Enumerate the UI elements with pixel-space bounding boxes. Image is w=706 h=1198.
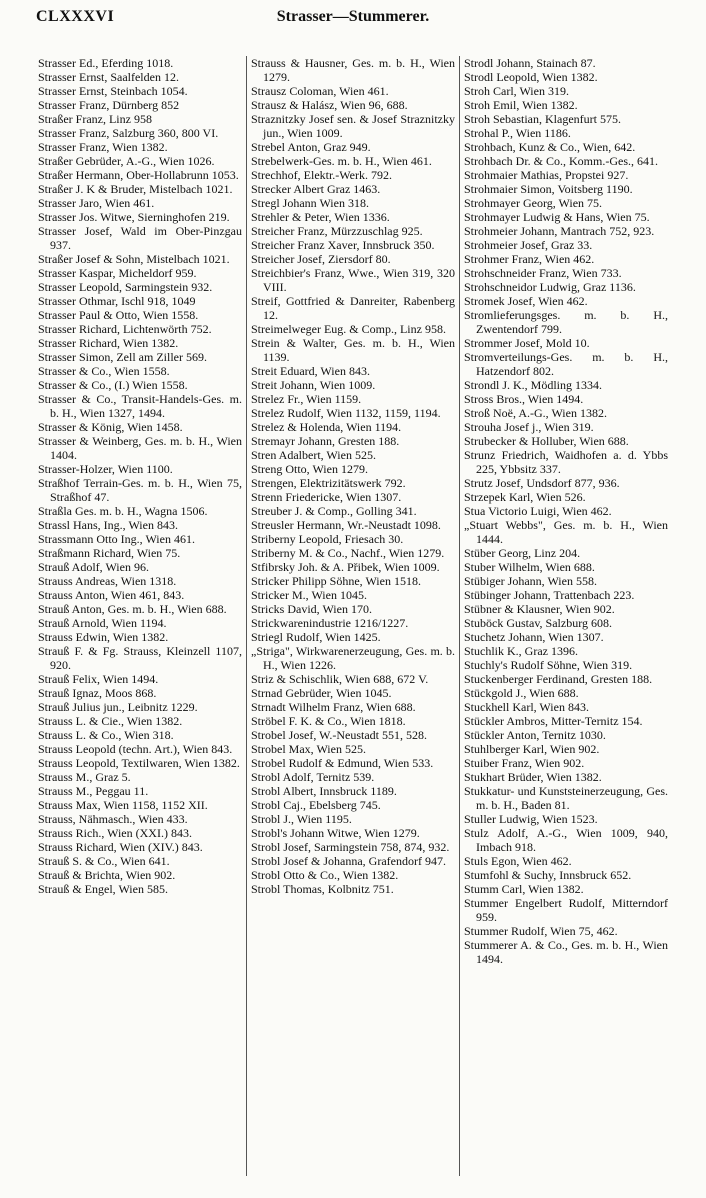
directory-entry: Stuckhell Karl, Wien 843. [464, 700, 589, 714]
directory-entry: Stromverteilungs-Ges. m. b. H., Hatzendorf 802. [464, 350, 668, 378]
directory-entry: Strauß Ignaz, Moos 868. [38, 686, 157, 700]
column-divider [246, 56, 247, 1176]
directory-entry: Strobel Rudolf & Edmund, Wien 533. [251, 756, 434, 770]
directory-entry: Stfibrsky Joh. & A. Přibek, Wien 1009. [251, 560, 440, 574]
directory-entry: Stuiber Franz, Wien 902. [464, 756, 585, 770]
directory-column-3 [464, 56, 668, 966]
directory-entry: Strasser Franz, Salzburg 360, 800 VI. [38, 126, 219, 140]
directory-entry: Stuböck Gustav, Salzburg 608. [464, 616, 612, 630]
directory-entry: Stuchlik K., Graz 1396. [464, 644, 578, 658]
directory-entry: Stückgold J., Wien 688. [464, 686, 579, 700]
directory-entry: Strobl Josef & Johanna, Grafendorf 947. [251, 854, 446, 868]
directory-entry: Striegl Rudolf, Wien 1425. [251, 630, 381, 644]
directory-entry: Straßla Ges. m. b. H., Wagna 1506. [38, 504, 208, 518]
directory-entry: Strelez Fr., Wien 1159. [251, 392, 362, 406]
directory-entry: Strutz Josef, Undsdorf 877, 936. [464, 476, 620, 490]
directory-entry: Strebelwerk-Ges. m. b. H., Wien 461. [251, 154, 432, 168]
directory-entry: Streuber J. & Comp., Golling 341. [251, 504, 417, 518]
directory-entry: Striberny M. & Co., Nachf., Wien 1279. [251, 546, 445, 560]
directory-entry: Strommer Josef, Mold 10. [464, 336, 590, 350]
directory-entry: Strouha Josef j., Wien 319. [464, 420, 594, 434]
directory-entry: Strohmayer Georg, Wien 75. [464, 196, 603, 210]
directory-entry: Strauss M., Graz 5. [38, 770, 131, 784]
directory-entry: Stumfohl & Suchy, Innsbruck 652. [464, 868, 632, 882]
directory-entry: Strauss L. & Cie., Wien 1382. [38, 714, 183, 728]
directory-entry: Strobel Max, Wien 525. [251, 742, 366, 756]
directory-entry: Straßhof Terrain-Ges. m. b. H., Wien 75, Straßhof 47. [38, 476, 242, 504]
directory-entry: Strohschneider Franz, Wien 733. [464, 266, 622, 280]
directory-entry: Stuhlberger Karl, Wien 902. [464, 742, 600, 756]
directory-entry: Stückler Anton, Ternitz 1030. [464, 728, 606, 742]
directory-entry: Strohbach Dr. & Co., Komm.-Ges., 641. [464, 154, 658, 168]
directory-entry: Strohschneidor Ludwig, Graz 1136. [464, 280, 636, 294]
page-title: Strasser—Stummerer. [276, 8, 430, 25]
directory-entry: Strasser Othmar, Ischl 918, 1049 [38, 294, 196, 308]
directory-entry: Strzepek Karl, Wien 526. [464, 490, 586, 504]
directory-entry: Streusler Hermann, Wr.-Neustadt 1098. [251, 518, 441, 532]
directory-entry: Strobl Thomas, Kolbnitz 751. [251, 882, 394, 896]
directory-entry: Strodl Leopold, Wien 1382. [464, 70, 598, 84]
directory-entry: Streimelweger Eug. & Comp., Linz 958. [251, 322, 446, 336]
directory-entry: Strasser Leopold, Sarmingstein 932. [38, 280, 213, 294]
directory-entry: Strauss Max, Wien 1158, 1152 XII. [38, 798, 208, 812]
directory-entry: Stroh Carl, Wien 319. [464, 84, 569, 98]
directory-entry: Strasser Richard, Lichtenwörth 752. [38, 322, 212, 336]
directory-entry: Strondl J. K., Mödling 1334. [464, 378, 603, 392]
directory-entry: Stuber Wilhelm, Wien 688. [464, 560, 595, 574]
directory-entry: Strohmeier Josef, Graz 33. [464, 238, 593, 252]
directory-entry: Stuller Ludwig, Wien 1523. [464, 812, 598, 826]
directory-entry: Strauss M., Peggau 11. [38, 784, 149, 798]
directory-entry: Strein & Walter, Ges. m. b. H., Wien 1139. [251, 336, 455, 364]
directory-entry: Stulz Adolf, A.-G., Wien 1009, 940, Imbach 918. [464, 826, 668, 854]
directory-entry: Stroh Emil, Wien 1382. [464, 98, 578, 112]
directory-entry: Strauß Adolf, Wien 96. [38, 560, 149, 574]
directory-entry: Strausz & Halász, Wien 96, 688. [251, 98, 408, 112]
directory-entry: Striz & Schischlik, Wien 688, 672 V. [251, 672, 429, 686]
directory-entry: Strasser Ed., Eferding 1018. [38, 56, 174, 70]
directory-entry: Strubecker & Holluber, Wien 688. [464, 434, 629, 448]
directory-entry: Strobl Josef, Sarmingstein 758, 874, 932. [251, 840, 450, 854]
directory-entry: Strasser Josef, Wald im Ober-Pinzgau 937. [38, 224, 242, 252]
directory-entry: Streng Otto, Wien 1279. [251, 462, 368, 476]
directory-entry: Strasser Simon, Zell am Ziller 569. [38, 350, 207, 364]
page-header [36, 6, 670, 32]
directory-entry: Stren Adalbert, Wien 525. [251, 448, 376, 462]
directory-entry: Strauss & Hausner, Ges. m. b. H., Wien 1279. [251, 56, 455, 84]
directory-entry: Strauß & Engel, Wien 585. [38, 882, 168, 896]
directory-entry: Strauss Rich., Wien (XXI.) 843. [38, 826, 192, 840]
directory-entry: Stumm Carl, Wien 1382. [464, 882, 584, 896]
directory-column-1 [38, 56, 242, 896]
directory-entry: Stummerer A. & Co., Ges. m. b. H., Wien 1494. [464, 938, 668, 966]
directory-column-2 [251, 56, 455, 896]
directory-entry: Stua Victorio Luigi, Wien 462. [464, 504, 612, 518]
directory-entry: Straßmann Richard, Wien 75. [38, 546, 181, 560]
directory-entry: Ströbel F. K. & Co., Wien 1818. [251, 714, 406, 728]
directory-entry: Stross Bros., Wien 1494. [464, 392, 584, 406]
directory-entry: Strobl Otto & Co., Wien 1382. [251, 868, 399, 882]
directory-entry: Strauss, Nähmasch., Wien 433. [38, 812, 188, 826]
directory-entry: Strauss Leopold (techn. Art.), Wien 843. [38, 742, 233, 756]
directory-entry: Strelez & Holenda, Wien 1194. [251, 420, 402, 434]
directory-entry: Stuchly's Rudolf Söhne, Wien 319. [464, 658, 633, 672]
directory-entry: Strehler & Peter, Wien 1336. [251, 210, 390, 224]
directory-entry: Streicher Franz, Mürzzuschlag 925. [251, 224, 423, 238]
directory-entry: Stuckenberger Ferdinand, Gresten 188. [464, 672, 653, 686]
directory-entry: Strasser Richard, Wien 1382. [38, 336, 179, 350]
directory-entry: Strasser & König, Wien 1458. [38, 420, 183, 434]
directory-entry: Stregl Johann Wien 318. [251, 196, 369, 210]
directory-entry: Strasser Ernst, Saalfelden 12. [38, 70, 179, 84]
directory-entry: Stroh Sebastian, Klagenfurt 575. [464, 112, 621, 126]
directory-entry: Straßer Josef & Sohn, Mistelbach 1021. [38, 252, 230, 266]
directory-entry: Strasser-Holzer, Wien 1100. [38, 462, 173, 476]
directory-entry: Strauss Edwin, Wien 1382. [38, 630, 169, 644]
directory-entry: Strauss Richard, Wien (XIV.) 843. [38, 840, 203, 854]
directory-entry: „Stuart Webbs", Ges. m. b. H., Wien 1444. [464, 518, 668, 546]
directory-entry: Strobel Josef, W.-Neustadt 551, 528. [251, 728, 427, 742]
directory-entry: Strauß S. & Co., Wien 641. [38, 854, 170, 868]
directory-entry: Straßer J. K & Bruder, Mistelbach 1021. [38, 182, 233, 196]
directory-entry: Strauß Arnold, Wien 1194. [38, 616, 167, 630]
directory-entry: Strasser & Weinberg, Ges. m. b. H., Wien 1404. [38, 434, 242, 462]
directory-entry: Stricker M., Wien 1045. [251, 588, 367, 602]
directory-entry: Strnad Gebrüder, Wien 1045. [251, 686, 392, 700]
directory-entry: Strobl's Johann Witwe, Wien 1279. [251, 826, 420, 840]
directory-entry: Strasser & Co., Wien 1558. [38, 364, 170, 378]
directory-entry: Strauss L. & Co., Wien 318. [38, 728, 174, 742]
directory-entry: Straßer Hermann, Ober-Hollabrunn 1053. [38, 168, 239, 182]
directory-entry: Stübner & Klausner, Wien 902. [464, 602, 615, 616]
directory-entry: Strasser Franz, Dürnberg 852 [38, 98, 180, 112]
column-divider [459, 56, 460, 1176]
directory-entry: Strobl Albert, Innsbruck 1189. [251, 784, 397, 798]
directory-entry: Strasser Ernst, Steinbach 1054. [38, 84, 188, 98]
directory-entry: Stuls Egon, Wien 462. [464, 854, 572, 868]
directory-entry: Stuchetz Johann, Wien 1307. [464, 630, 604, 644]
directory-entry: Streicher Franz Xaver, Innsbruck 350. [251, 238, 435, 252]
directory-entry: Strauß Felix, Wien 1494. [38, 672, 159, 686]
directory-entry: Strobl Adolf, Ternitz 539. [251, 770, 375, 784]
page-number: CLXXXVI [36, 8, 115, 25]
directory-entry: Strobl J., Wien 1195. [251, 812, 352, 826]
directory-entry: Streicher Josef, Ziersdorf 80. [251, 252, 391, 266]
directory-entry: Strecker Albert Graz 1463. [251, 182, 381, 196]
directory-entry: Strausz Coloman, Wien 461. [251, 84, 389, 98]
directory-entry: Strassl Hans, Ing., Wien 843. [38, 518, 178, 532]
directory-entry: „Striga", Wirkwarenerzeugung, Ges. m. b. H., Wien 1226. [251, 644, 455, 672]
directory-entry: Stricker Philipp Söhne, Wien 1518. [251, 574, 421, 588]
directory-entry: Strechhof, Elektr.-Werk. 792. [251, 168, 392, 182]
directory-entry: Strickwarenindustrie 1216/1227. [251, 616, 409, 630]
directory-entry: Strohmaier Simon, Voitsberg 1190. [464, 182, 633, 196]
directory-entry: Strauß F. & Fg. Strauss, Kleinzell 1107, 920. [38, 644, 242, 672]
directory-entry: Strebel Anton, Graz 949. [251, 140, 371, 154]
directory-entry: Streichbier's Franz, Wwe., Wien 319, 320 VIII. [251, 266, 455, 294]
directory-entry: Strauß Julius jun., Leibnitz 1229. [38, 700, 198, 714]
directory-entry: Strohmer Franz, Wien 462. [464, 252, 595, 266]
directory-entry: Straznitzky Josef sen. & Josef Straznitzky jun., Wien 1009. [251, 112, 455, 140]
directory-entry: Striberny Leopold, Friesach 30. [251, 532, 404, 546]
directory-entry: Stückler Ambros, Mitter-Ternitz 154. [464, 714, 643, 728]
directory-entry: Stukkatur- und Kunststeinerzeugung, Ges. m. b. H., Baden 81. [464, 784, 668, 812]
directory-entry: Strauss Andreas, Wien 1318. [38, 574, 177, 588]
directory-entry: Strenn Friedericke, Wien 1307. [251, 490, 402, 504]
directory-entry: Strasser Jos. Witwe, Sierninghofen 219. [38, 210, 230, 224]
directory-entry: Stübiger Johann, Wien 558. [464, 574, 597, 588]
directory-entry: Stricks David, Wien 170. [251, 602, 372, 616]
directory-entry: Straßer Gebrüder, A.-G., Wien 1026. [38, 154, 215, 168]
directory-entry: Streit Johann, Wien 1009. [251, 378, 376, 392]
directory-entry: Strodl Johann, Stainach 87. [464, 56, 596, 70]
directory-entry: Strassmann Otto Ing., Wien 461. [38, 532, 195, 546]
directory-entry: Straßer Franz, Linz 958 [38, 112, 152, 126]
directory-entry: Strasser & Co., (I.) Wien 1558. [38, 378, 188, 392]
directory-entry: Stremayr Johann, Gresten 188. [251, 434, 400, 448]
directory-entry: Strauß Anton, Ges. m. b. H., Wien 688. [38, 602, 227, 616]
directory-entry: Strohmeier Johann, Mantrach 752, 923. [464, 224, 655, 238]
directory-entry: Strasser Franz, Wien 1382. [38, 140, 168, 154]
directory-entry: Strasser & Co., Transit-Handels-Ges. m. b. H., Wien 1327, 1494. [38, 392, 242, 420]
directory-entry: Strauss Anton, Wien 461, 843. [38, 588, 185, 602]
directory-entry: Strohal P., Wien 1186. [464, 126, 571, 140]
directory-entry: Stummer Rudolf, Wien 75, 462. [464, 924, 618, 938]
directory-entry: Streif, Gottfried & Danreiter, Rabenberg 12. [251, 294, 455, 322]
directory-entry: Stukhart Brüder, Wien 1382. [464, 770, 602, 784]
directory-entry: Strasser Kaspar, Micheldorf 959. [38, 266, 197, 280]
directory-entry: Streit Eduard, Wien 843. [251, 364, 370, 378]
directory-entry: Stummer Engelbert Rudolf, Mitterndorf 959. [464, 896, 668, 924]
directory-entry: Strunz Friedrich, Waidhofen a. d. Ybbs 225, Ybbsitz 337. [464, 448, 668, 476]
directory-entry: Stromlieferungsges. m. b. H., Zwentendorf 799. [464, 308, 668, 336]
directory-entry: Stroß Noë, A.-G., Wien 1382. [464, 406, 607, 420]
directory-entry: Strohbach, Kunz & Co., Wien, 642. [464, 140, 636, 154]
directory-entry: Stübinger Johann, Trattenbach 223. [464, 588, 635, 602]
directory-entry: Strelez Rudolf, Wien 1132, 1159, 1194. [251, 406, 441, 420]
directory-entry: Strauß & Brichta, Wien 902. [38, 868, 176, 882]
directory-entry: Strohmaier Mathias, Propstei 927. [464, 168, 629, 182]
directory-entry: Strengen, Elektrizitätswerk 792. [251, 476, 406, 490]
directory-entry: Strohmayer Ludwig & Hans, Wien 75. [464, 210, 650, 224]
directory-entry: Stüber Georg, Linz 204. [464, 546, 581, 560]
directory-entry: Strobl Caj., Ebelsberg 745. [251, 798, 381, 812]
directory-entry: Strauss Leopold, Textilwaren, Wien 1382. [38, 756, 240, 770]
directory-entry: Strnadt Wilhelm Franz, Wien 688. [251, 700, 416, 714]
directory-entry: Stromek Josef, Wien 462. [464, 294, 588, 308]
directory-entry: Strasser Paul & Otto, Wien 1558. [38, 308, 199, 322]
directory-entry: Strasser Jaro, Wien 461. [38, 196, 155, 210]
